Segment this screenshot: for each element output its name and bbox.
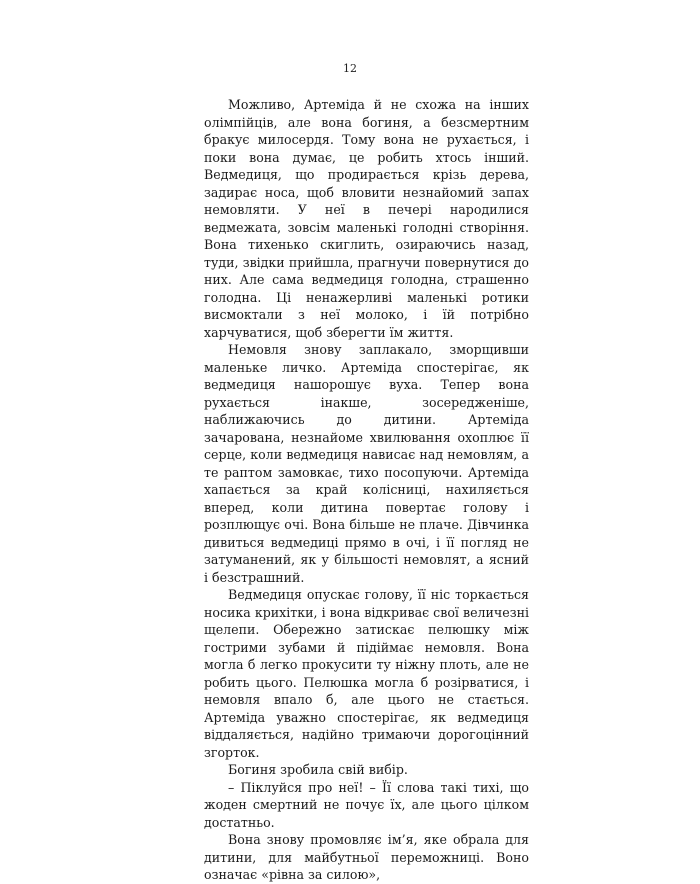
page-number: 12 [343, 62, 357, 75]
paragraph: Ведмедиця опускає голову, її ніс торкається носика крихітки, і вона відкриває свої величезні щелепи. Обережно затискає пелюшку між гострими зубами й підіймає немовля. Вона могла б легко прокусити ту ніжну плоть, але не робить цього. Пелюшка могла б розірватися, і немовля впало б, але цього не стається. Артеміда уважно спостерігає, як ведмедиця віддаляється, надійно тримаючи дорогоцінний згорток. [204, 587, 529, 760]
body-text [204, 96, 529, 884]
paragraph: Вона знову промовляє ім’я, яке обрала для дитини, для майбутньої переможниці. Воно означає «рівна за силою», [204, 832, 529, 882]
paragraph: Можливо, Артеміда й не схожа на інших олімпійців, але вона богиня, а безсмертним бракує милосердя. Тому вона не рухається, і поки вона думає, це робить хтось інший. Ведмедиця, що продирається крізь дерева, задирає носа, щоб вловити незнайомий запах немовляти. У неї в печері народилися ведмежата, зовсім маленькі голодні створіння. Вона тихенько скиглить, озираючись назад, туди, звідки прийшла, прагнучи повернутися до них. Але сама ведмедиця голодна, страшенно голодна. Ці ненажерливі маленькі ротики висмоктали з неї молоко, і їй потрібно харчуватися, щоб зберегти їм життя. [204, 97, 529, 340]
paragraph: Богиня зробила свій вибір. [228, 762, 408, 777]
paragraph: Немовля знову заплакало, зморщивши маленьке личко. Артеміда спостерігає, як ведмедиця нашорошує вуха. Тепер вона рухається інакше, зосередженіше, наближаючись до дитини. Артеміда зачарована, незнайоме хвилювання охоплює її серце, коли ведмедиця нависає над немовлям, а те раптом замовкає, тихо посопуючи. Артеміда хапається за край колісниці, нахиляється вперед, коли дитина повертає голову і розплющує очі. Вона більше не плаче. Дівчинка дивиться ведмедиці прямо в очі, і її погляд не затуманений, як у більшості немовлят, а ясний і безстрашний. [204, 342, 529, 585]
paragraph: – Піклуйся про неї! – Її слова такі тихі, що жоден смертний не почує їх, але цього цілком достатньо. [204, 779, 529, 830]
